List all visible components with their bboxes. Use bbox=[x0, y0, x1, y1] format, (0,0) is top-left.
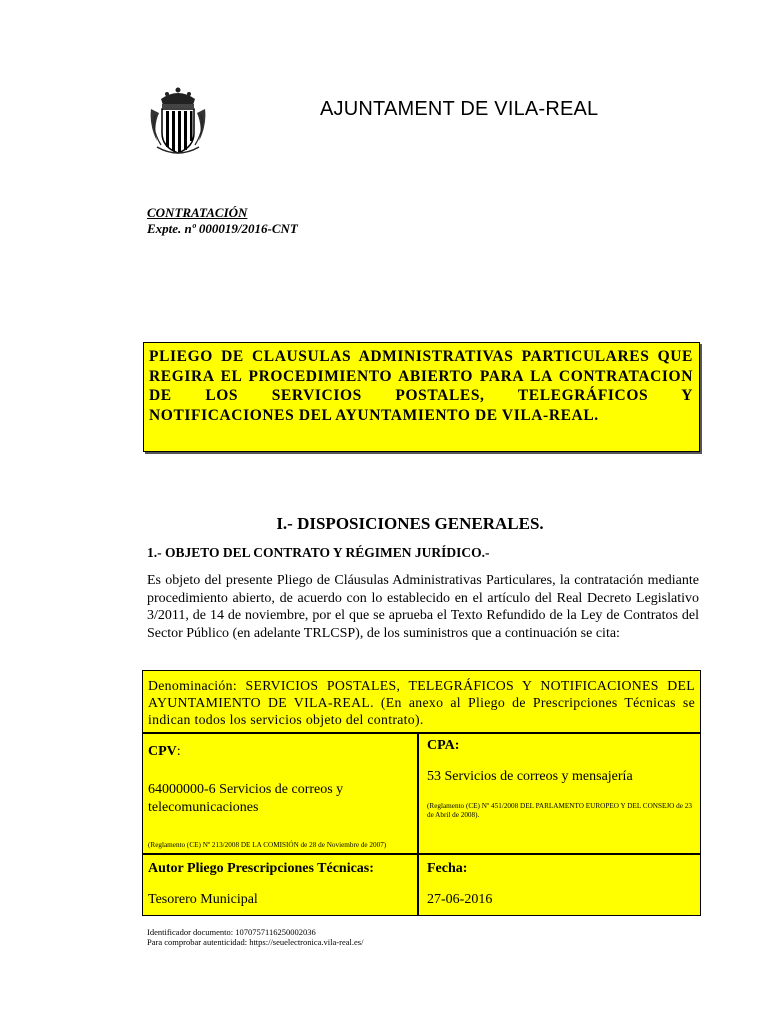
cpa-label: CPA: bbox=[427, 738, 460, 753]
cpv-cell bbox=[142, 733, 418, 854]
cpa-value: 53 Servicios de correos y mensajería bbox=[427, 769, 633, 784]
autor-value: Tesorero Municipal bbox=[148, 892, 258, 907]
fecha-label: Fecha: bbox=[427, 861, 468, 876]
cpa-note: (Reglamento (CE) Nº 451/2008 DEL PARLAMENTO EUROPEO Y DEL CONSEJO de 23 de Abril de 2008). bbox=[427, 802, 692, 819]
subsection-heading: 1.- OBJETO DEL CONTRATO Y RÉGIMEN JURÍDICO.- bbox=[147, 545, 490, 560]
department-block bbox=[147, 205, 298, 237]
cpv-value: 64000000-6 Servicios de correos y telecomunicaciones bbox=[148, 782, 344, 815]
document-title-box: PLIEGO DE CLAUSULAS ADMINISTRATIVAS PARTICULARES QUE REGIRA EL PROCEDIMIENTO ABIERTO PARA LA CONTRATACION DE LOS SERVICIOS POSTALES, TELEGRÁFICOS Y NOTIFICACIONES DEL AYUNTAMIENTO DE VILA-REAL. bbox=[143, 342, 700, 452]
authenticity-url: Para comprobar autenticidad: https://seuelectronica.vila-real.es/ bbox=[147, 937, 364, 947]
autor-cell bbox=[142, 854, 418, 916]
coat-of-arms-logo bbox=[147, 85, 209, 157]
section-heading: I.- DISPOSICIONES GENERALES. bbox=[276, 514, 544, 533]
department-name: CONTRATACIÓN bbox=[147, 205, 248, 220]
document-identifier: Identificador documento: 1070757116250002036 bbox=[147, 927, 316, 937]
denominacion-cell: Denominación: SERVICIOS POSTALES, TELEGRÁFICOS Y NOTIFICACIONES DEL AYUNTAMIENTO DE VILA-REAL. (En anexo al Pliego de Prescripciones Técnicas se indican todos los servicios objeto del contrato). bbox=[142, 670, 701, 733]
fecha-cell bbox=[418, 854, 701, 916]
cpv-note: (Reglamento (CE) Nº 213/2008 DE LA COMISIÓN de 28 de Noviembre de 2007) bbox=[148, 841, 387, 849]
document-footer bbox=[147, 927, 363, 947]
fecha-value: 27-06-2016 bbox=[427, 892, 493, 907]
expediente-number: Expte. nº 000019/2016-CNT bbox=[147, 221, 298, 236]
autor-label: Autor Pliego Prescripciones Técnicas: bbox=[148, 861, 374, 876]
cpa-cell bbox=[418, 733, 701, 854]
organization-title: AJUNTAMENT DE VILA-REAL bbox=[320, 98, 599, 120]
cpv-label: CPV bbox=[148, 744, 177, 759]
body-paragraph: Es objeto del presente Pliego de Cláusulas Administrativas Particulares, la contratación mediante procedimiento abierto, de acuerdo con lo establecido en el artículo del Real Decreto Legislativo 3/2011, de 14 de noviembre, por el que se aprueba el Texto Refundido de la Ley de Contratos del Sector Público (en adelante TRLCSP), de los suministros que a continuación se cita: bbox=[147, 573, 699, 641]
cpv-colon: : bbox=[176, 744, 181, 759]
